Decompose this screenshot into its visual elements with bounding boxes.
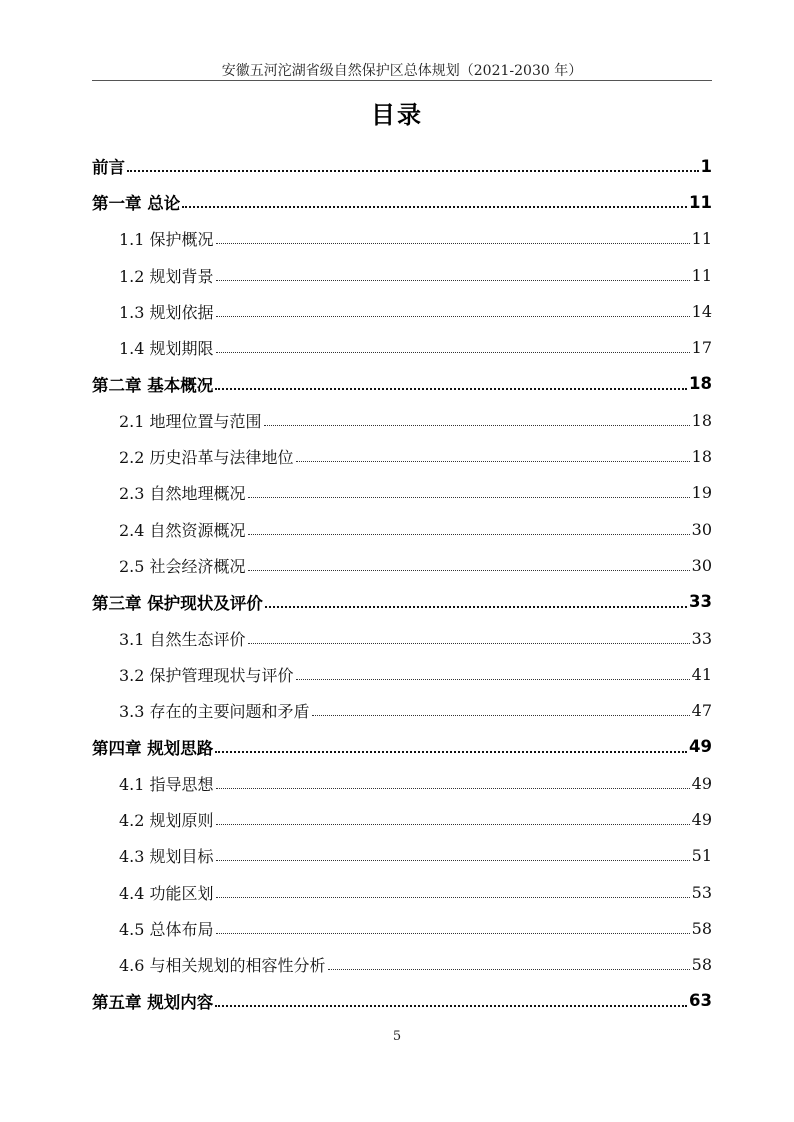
dot-leader [264,425,690,426]
toc-chapter-entry[interactable] [92,584,712,620]
toc-section-entry[interactable] [92,947,712,983]
dot-leader [248,534,690,535]
toc-entry-label: 2.3 自然地理概况 [119,484,246,504]
dot-leader [312,715,690,716]
dot-leader [296,461,690,462]
dot-leader [248,570,690,571]
toc-entry-label: 1.1 保护概况 [119,230,214,250]
toc-entry-page-number: 58 [691,918,712,938]
toc-entry-page-number: 11 [691,265,712,285]
toc-entry-page-number: 30 [691,519,712,539]
toc-entry-page-number: 18 [691,447,712,467]
page-number: 5 [392,1029,402,1044]
toc-chapter-entry[interactable] [92,366,712,402]
toc-section-entry[interactable] [92,511,712,547]
toc-chapter-entry[interactable] [92,184,712,220]
dot-leader [216,824,690,825]
table-of-contents [92,148,712,1019]
toc-entry-label: 2.4 自然资源概况 [119,520,246,540]
toc-section-entry[interactable] [92,475,712,511]
toc-entry-label: 第三章 保护现状及评价 [92,593,263,613]
toc-entry-label: 2.2 历史沿革与法律地位 [119,448,294,468]
dot-leader [216,280,690,281]
toc-entry-page-number: 33 [691,628,712,648]
dot-leader [296,679,690,680]
toc-entry-page-number: 51 [691,846,712,866]
toc-entry-label: 4.6 与相关规划的相容性分析 [119,956,326,976]
dot-leader [216,316,690,317]
dot-leader [216,933,690,934]
toc-entry-page-number: 11 [691,229,712,249]
toc-section-entry[interactable] [92,257,712,293]
running-header: 安徽五河沱湖省级自然保护区总体规划（2021-2030 年） [221,63,583,79]
toc-entry-label: 1.4 规划期限 [119,339,214,359]
dot-leader [127,170,699,172]
toc-chapter-entry[interactable] [92,983,712,1019]
toc-section-entry[interactable] [92,656,712,692]
toc-section-entry[interactable] [92,221,712,257]
toc-entry-page-number: 30 [691,555,712,575]
dot-leader [216,897,690,898]
toc-entry-label: 前言 [92,158,125,178]
toc-section-entry[interactable] [92,910,712,946]
toc-entry-label: 1.3 规划依据 [119,302,214,322]
dot-leader [216,352,690,353]
toc-entry-label: 1.2 规划背景 [119,266,214,286]
toc-section-entry[interactable] [92,547,712,583]
toc-entry-page-number: 11 [689,192,712,212]
toc-entry-page-number: 49 [689,737,712,757]
toc-entry-page-number: 17 [691,338,712,358]
toc-entry-label: 第二章 基本概况 [92,375,214,395]
toc-entry-page-number: 14 [691,301,712,321]
toc-entry-label: 4.3 规划目标 [119,847,214,867]
toc-section-entry[interactable] [92,692,712,728]
toc-section-entry[interactable] [92,801,712,837]
toc-section-entry[interactable] [92,438,712,474]
toc-section-entry[interactable] [92,329,712,365]
dot-leader [328,969,690,970]
dot-leader [216,860,690,861]
toc-entry-label: 2.5 社会经济概况 [119,556,246,576]
toc-entry-page-number: 33 [689,592,712,612]
dot-leader [215,1005,687,1007]
toc-entry-label: 4.4 功能区划 [119,883,214,903]
toc-entry-page-number: 63 [689,991,712,1011]
toc-entry-label: 第一章 总论 [92,194,181,214]
toc-chapter-entry[interactable] [92,148,712,184]
toc-entry-page-number: 49 [691,809,712,829]
toc-entry-page-number: 1 [700,156,712,176]
dot-leader [248,497,690,498]
toc-entry-label: 4.2 规划原则 [119,810,214,830]
toc-entry-page-number: 18 [689,374,712,394]
toc-entry-label: 第五章 规划内容 [92,992,214,1012]
dot-leader [215,388,687,390]
dot-leader [182,206,687,208]
dot-leader [265,606,687,608]
toc-entry-label: 3.3 存在的主要问题和矛盾 [119,702,310,722]
toc-entry-page-number: 19 [691,483,712,503]
toc-entry-label: 第四章 规划思路 [92,738,214,758]
toc-entry-label: 4.5 总体布局 [119,919,214,939]
toc-section-entry[interactable] [92,765,712,801]
toc-entry-label: 3.2 保护管理现状与评价 [119,665,294,685]
toc-chapter-entry[interactable] [92,729,712,765]
toc-entry-page-number: 41 [691,664,712,684]
toc-entry-page-number: 53 [691,882,712,902]
dot-leader [216,243,690,244]
toc-entry-label: 2.1 地理位置与范围 [119,411,262,431]
toc-entry-label: 3.1 自然生态评价 [119,629,246,649]
toc-section-entry[interactable] [92,874,712,910]
toc-entry-page-number: 58 [691,955,712,975]
toc-entry-page-number: 47 [691,701,712,721]
dot-leader [248,643,690,644]
toc-section-entry[interactable] [92,620,712,656]
header-rule [92,80,712,81]
toc-title: 目录 [371,101,423,129]
toc-entry-page-number: 49 [691,773,712,793]
toc-entry-label: 4.1 指导思想 [119,774,214,794]
dot-leader [215,751,687,753]
toc-section-entry[interactable] [92,838,712,874]
dot-leader [216,788,690,789]
toc-entry-page-number: 18 [691,410,712,430]
toc-section-entry[interactable] [92,402,712,438]
toc-section-entry[interactable] [92,293,712,329]
